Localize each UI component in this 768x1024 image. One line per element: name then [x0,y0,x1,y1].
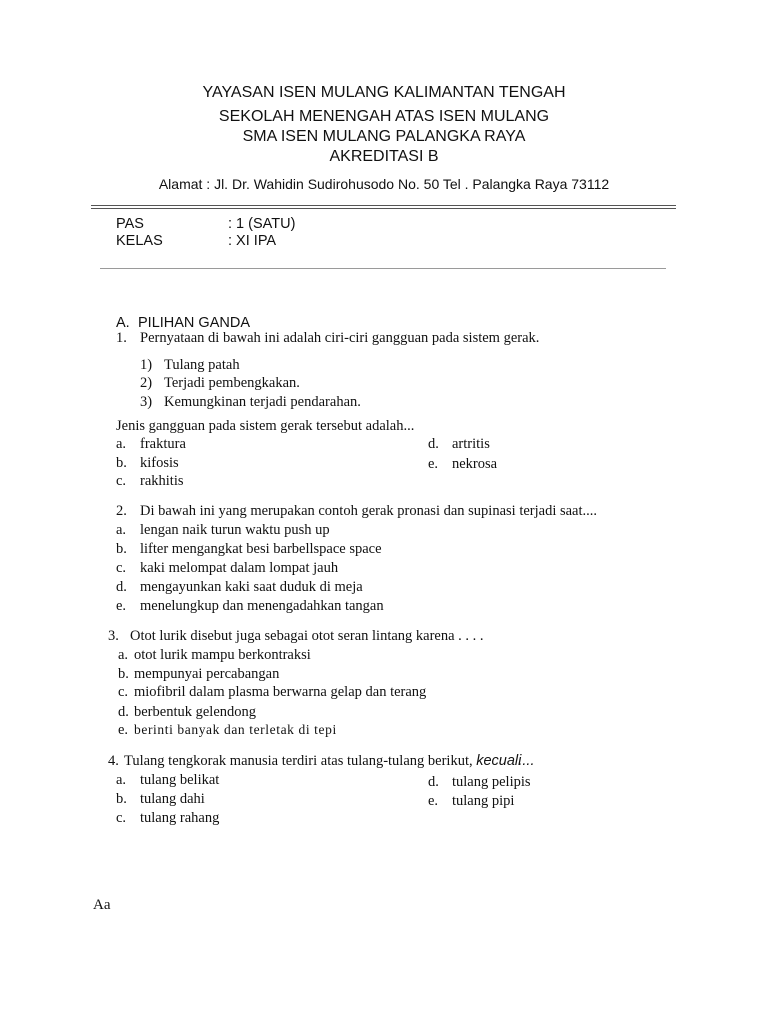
q1-followup: Jenis gangguan pada sistem gerak tersebut adalah... [116,418,415,434]
q1-item-1-text: Tulang patah [164,357,240,373]
info-divider [100,268,666,269]
q1-item-1-number: 1) [140,357,153,373]
q4-option-c[interactable] [116,810,219,827]
q3-option-e-label: e. [118,722,129,738]
question-4-emphasis: kecuali [476,753,522,769]
question-2-text: Di bawah ini yang merupakan contoh gerak pronasi dan supinasi terjadi saat.... [140,503,598,519]
q4-option-b[interactable] [116,791,205,808]
q2-option-d[interactable] [116,579,363,596]
q4-option-c-text: tulang rahang [140,810,220,826]
q1-option-b-text: kifosis [140,455,179,471]
q3-option-a-label: a. [118,647,129,663]
q1-option-e[interactable] [428,456,497,473]
q2-option-c-label: c. [116,560,127,576]
header-line-1: YAYASAN ISEN MULANG KALIMANTAN TENGAH [202,84,566,101]
q2-option-e-text: menelungkup dan menengadahkan tangan [140,598,384,614]
q2-option-b[interactable] [116,541,382,558]
q2-option-a-label: a. [116,522,127,538]
school-address: Alamat : Jl. Dr. Wahidin Sudirohusodo No. 50 Tel . Palangka Raya 73112 [158,176,610,192]
q1-item-3-text: Kemungkinan terjadi pendarahan. [164,394,361,410]
section-heading [116,315,250,331]
section-title: PILIHAN GANDA [138,315,250,331]
question-4 [108,753,535,770]
question-1 [116,330,539,347]
q3-option-e[interactable] [118,722,337,739]
q1-option-d-text: artritis [452,436,490,452]
q2-option-a-text: lengan naik turun waktu push up [140,522,330,538]
q2-option-b-text: lifter mengangkat besi barbellspace space [140,541,382,557]
question-2 [116,503,597,520]
q1-option-a-text: fraktura [140,436,186,452]
footer-mark: Aa [93,897,111,913]
q2-option-d-label: d. [116,579,127,595]
q3-option-d-text: berbentuk gelendong [134,704,257,720]
header-line-4: AKREDITASI B [329,148,439,165]
q3-option-a-text: otot lurik mampu berkontraksi [134,647,311,663]
q4-option-d-label: d. [428,774,439,790]
q1-option-e-label: e. [428,456,439,472]
q1-option-b[interactable] [116,455,179,472]
header-divider-top [91,205,676,206]
q1-option-e-text: nekrosa [452,456,498,472]
header-divider-bottom [91,208,676,209]
q4-option-a[interactable] [116,772,219,789]
q4-option-d[interactable] [428,774,531,791]
q4-option-b-label: b. [116,791,127,807]
q1-item-1 [140,357,240,374]
question-3-text: Otot lurik disebut juga sebagai otot seran lintang karena . . . . [130,628,484,644]
q1-item-2 [140,375,300,392]
q1-option-a-label: a. [116,436,127,452]
q1-option-a[interactable] [116,436,186,453]
q4-option-e-text: tulang pipi [452,793,515,809]
question-1-text: Pernyataan di bawah ini adalah ciri-ciri gangguan pada sistem gerak. [140,330,540,346]
question-3 [108,628,484,645]
q4-option-c-label: c. [116,810,127,826]
q1-option-d[interactable] [428,436,490,453]
q4-option-d-text: tulang pelipis [452,774,531,790]
pas-value: : 1 (SATU) [228,216,296,232]
q2-option-a[interactable] [116,522,330,539]
question-3-number: 3. [108,628,119,644]
q1-item-3-number: 3) [140,394,153,410]
q3-option-b-text: mempunyai percabangan [134,666,280,682]
q3-option-c-label: c. [118,684,129,700]
q4-option-b-text: tulang dahi [140,791,205,807]
q1-item-2-number: 2) [140,375,153,391]
q2-option-e[interactable] [116,598,384,615]
q1-option-b-label: b. [116,455,127,471]
question-2-number: 2. [116,503,127,519]
q1-option-c-label: c. [116,473,127,489]
q1-option-d-label: d. [428,436,439,452]
section-letter: A. [116,315,130,331]
q2-option-c-text: kaki melompat dalam lompat jauh [140,560,339,576]
q3-option-d[interactable] [118,704,256,721]
question-4-ellipsis: .... [518,753,535,769]
q1-item-2-text: Terjadi pembengkakan. [164,375,300,391]
q4-option-e[interactable] [428,793,514,810]
q3-option-e-text: berinti banyak dan terletak di tepi [134,722,337,737]
kelas-label: KELAS [116,233,163,249]
q2-option-b-label: b. [116,541,127,557]
header-line-3: SMA ISEN MULANG PALANGKA RAYA [242,128,526,145]
q1-option-c[interactable] [116,473,184,490]
q3-option-b[interactable] [118,666,279,683]
q2-option-c[interactable] [116,560,338,577]
q4-option-e-label: e. [428,793,439,809]
question-1-number: 1. [116,330,127,346]
q3-option-c[interactable] [118,684,426,701]
q3-option-b-label: b. [118,666,129,682]
q1-item-3 [140,394,361,411]
pas-label: PAS [116,216,144,232]
q3-option-d-label: d. [118,704,129,720]
header-line-2: SEKOLAH MENENGAH ATAS ISEN MULANG [218,108,550,125]
q2-option-d-text: mengayunkan kaki saat duduk di meja [140,579,363,595]
q3-option-a[interactable] [118,647,311,664]
q4-option-a-text: tulang belikat [140,772,220,788]
question-4-number: 4. [108,753,119,769]
q2-option-e-label: e. [116,598,127,614]
q3-option-c-text: miofibril dalam plasma berwarna gelap dan terang [134,684,427,700]
q1-option-c-text: rakhitis [140,473,184,489]
kelas-value: : XI IPA [228,233,277,249]
question-4-text: Tulang tengkorak manusia terdiri atas tulang-tulang berikut, [124,753,473,769]
q4-option-a-label: a. [116,772,127,788]
